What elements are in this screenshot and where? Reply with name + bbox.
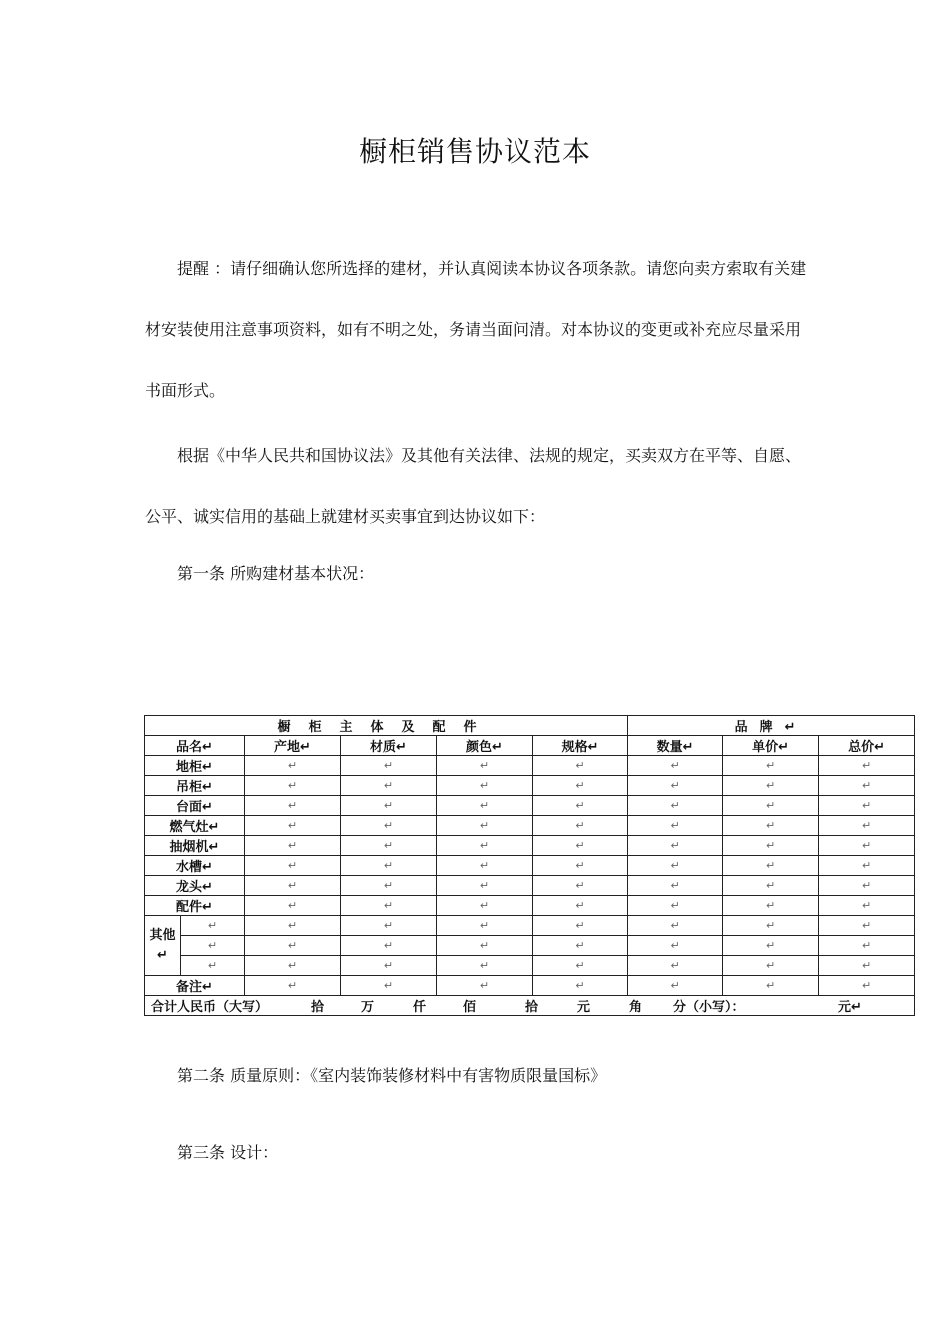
table-cell: ↵ [533,916,628,936]
table-cell: ↵ [245,876,341,896]
table-cell: ↵ [533,856,628,876]
table-cell: ↵ [723,856,819,876]
table-cell: ↵ [819,876,915,896]
column-header: 颜色↵ [437,736,533,756]
column-header: 单价↵ [723,736,819,756]
table-cell: ↵ [245,856,341,876]
table-cell: ↵ [437,976,533,996]
table-cell: ↵ [628,756,723,776]
table-cell: ↵ [628,776,723,796]
table-cell: ↵ [628,876,723,896]
table-cell: ↵ [628,976,723,996]
table-cell: ↵ [437,956,533,976]
table-row [145,916,915,936]
table-cell: ↵ [181,916,245,936]
table-cell: ↵ [533,816,628,836]
total-part: 元 [577,1000,591,1015]
item-name-cell: 水槽↵ [145,856,245,876]
table-cell: ↵ [819,776,915,796]
table-cell: ↵ [628,916,723,936]
item-name-cell: 抽烟机↵ [145,836,245,856]
table-cell: ↵ [628,836,723,856]
table-cell: ↵ [437,896,533,916]
table-cell: ↵ [819,856,915,876]
column-header: 总价↵ [819,736,915,756]
table-cell: ↵ [628,856,723,876]
table-cell: ↵ [437,796,533,816]
table-cell: ↵ [723,796,819,816]
table-cell: ↵ [341,876,437,896]
table-row [145,816,915,836]
article-3-heading: 第三条 设计： [177,1143,279,1162]
basis-paragraph: 根据《中华人民共和国协议法》及其他有关法律、法规的规定，买卖双方在平等、自愿、公平、诚实信用的基础上就建材买卖事宜到达协议如下： [145,446,802,526]
table-cell: ↵ [245,956,341,976]
table-cell: ↵ [437,776,533,796]
table-cell: ↵ [341,976,437,996]
total-part: 拾 [525,1000,539,1015]
table-cell: ↵ [533,836,628,856]
table-cell: ↵ [533,976,628,996]
total-part: 分（小写）： [673,1000,745,1015]
table-cell: ↵ [628,896,723,916]
table-cell: ↵ [245,756,341,776]
column-header: 品名↵ [145,736,245,756]
table-cell: ↵ [437,836,533,856]
table-cell: ↵ [437,876,533,896]
table-row [145,876,915,896]
table-cell: ↵ [533,776,628,796]
table-cell: ↵ [341,896,437,916]
table-cell: ↵ [819,796,915,816]
table-cell: ↵ [245,836,341,856]
table-cell: ↵ [533,936,628,956]
table-cell: ↵ [533,876,628,896]
table-cell: ↵ [628,816,723,836]
table-cell: ↵ [628,796,723,816]
total-part: 元↵ [838,1000,862,1015]
table-cell: ↵ [819,956,915,976]
table-cell: ↵ [819,916,915,936]
total-part: 仟 [413,1000,427,1015]
table-header-brand: 品牌↵ [628,716,915,736]
item-name-cell: 燃气灶↵ [145,816,245,836]
table-cell: ↵ [245,816,341,836]
table-cell: ↵ [819,936,915,956]
table-row [145,956,915,976]
table-cell: ↵ [245,936,341,956]
column-header: 材质↵ [341,736,437,756]
table-row [145,796,915,816]
table-cell: ↵ [181,936,245,956]
table-cell: ↵ [723,776,819,796]
item-name-cell: 龙头↵ [145,876,245,896]
table-cell: ↵ [341,916,437,936]
total-part: 佰 [463,1000,477,1015]
table-cell: ↵ [819,896,915,916]
table-cell: ↵ [819,836,915,856]
table-cell: ↵ [628,956,723,976]
total-cell [145,996,915,1016]
column-header: 产地↵ [245,736,341,756]
table-cell: ↵ [437,916,533,936]
table-header-main: 橱柜主体及配件 [145,716,628,736]
table-cell: ↵ [245,776,341,796]
table-row [145,756,915,776]
column-header: 数量↵ [628,736,723,756]
table-cell: ↵ [819,756,915,776]
table-cell: ↵ [437,936,533,956]
table-cell: ↵ [341,856,437,876]
total-part: 合计人民币（大写） [151,1000,269,1015]
table-cell: ↵ [245,976,341,996]
table-row [145,896,915,916]
table-cell: ↵ [723,816,819,836]
table-cell: ↵ [723,976,819,996]
table-cell: ↵ [437,816,533,836]
total-row [145,996,915,1016]
table-row [145,776,915,796]
table-row [145,856,915,876]
remarks-row [145,976,915,996]
remarks-label-cell: 备注↵ [145,976,245,996]
column-header-row [145,736,915,756]
table-cell: ↵ [723,836,819,856]
table-cell: ↵ [723,936,819,956]
total-part: 拾 [311,1000,325,1015]
item-name-cell: 地柜↵ [145,756,245,776]
article-2-heading: 第二条 质量原则：《室内装饰装修材料中有害物质限量国标》 [177,1066,607,1085]
table-cell: ↵ [533,796,628,816]
reminder-paragraph: 提醒 ：请仔细确认您所选择的建材，并认真阅读本协议各项条款。请您向卖方索取有关建材安装使用注意事项资料，如有不明之处，务请当面问清。对本协议的变更或补充应尽量采用书面形式。 [145,259,807,400]
other-label-cell: 其他↵ [145,916,181,976]
document-title: 橱柜销售协议范本 [358,135,591,168]
item-name-cell: 配件↵ [145,896,245,916]
item-name-cell: 吊柜↵ [145,776,245,796]
table-cell: ↵ [245,796,341,816]
table-cell: ↵ [341,816,437,836]
item-name-cell: 台面↵ [145,796,245,816]
table-cell: ↵ [437,856,533,876]
total-part: 万 [361,1000,375,1015]
table-cell: ↵ [533,956,628,976]
table-cell: ↵ [723,896,819,916]
table-cell: ↵ [245,896,341,916]
materials-table [144,715,915,1016]
table-cell: ↵ [341,836,437,856]
table-cell: ↵ [341,956,437,976]
table-cell: ↵ [341,936,437,956]
table-cell: ↵ [181,956,245,976]
table-cell: ↵ [533,756,628,776]
table-row [145,936,915,956]
table-row [145,836,915,856]
table-cell: ↵ [819,816,915,836]
total-part: 角 [629,1000,643,1015]
table-cell: ↵ [341,756,437,776]
table-cell: ↵ [245,916,341,936]
table-cell: ↵ [341,776,437,796]
table-cell: ↵ [723,956,819,976]
table-cell: ↵ [819,976,915,996]
table-cell: ↵ [437,756,533,776]
column-header: 规格↵ [533,736,628,756]
table-cell: ↵ [341,796,437,816]
table-cell: ↵ [533,896,628,916]
table-cell: ↵ [723,916,819,936]
table-cell: ↵ [628,936,723,956]
table-cell: ↵ [723,876,819,896]
article-1-heading: 第一条 所购建材基本状况： [177,564,375,583]
table-cell: ↵ [723,756,819,776]
